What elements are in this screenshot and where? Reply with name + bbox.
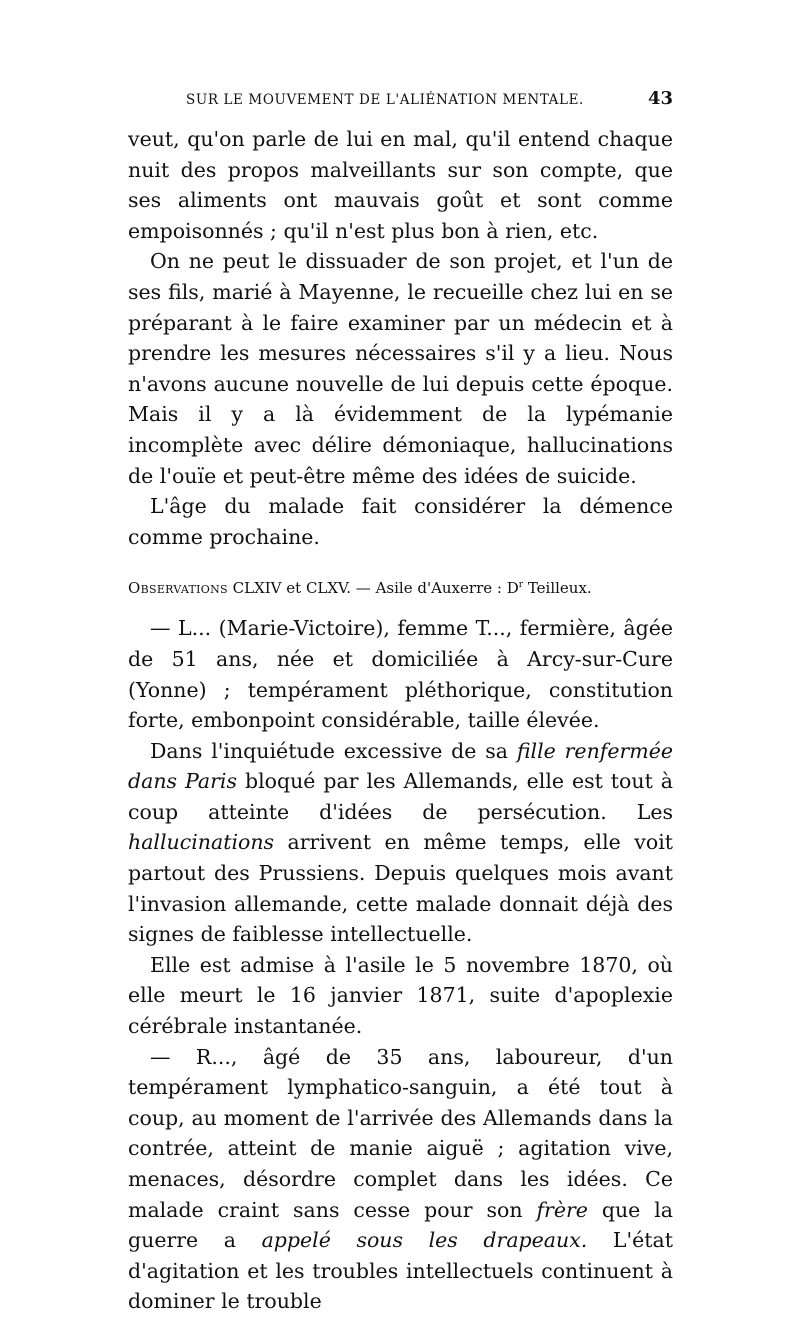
book-page xyxy=(128,88,673,1317)
p5-text-b: bloqué par les Allemands, elle est tout à coup atteinte d'idées de persécution. Les xyxy=(128,769,674,824)
observation-heading-label: Observations xyxy=(128,579,228,598)
paragraph-dissuade: On ne peut le dissuader de son projet, et l'un de ses fils, marié à Mayenne, le recueille chez lui en se préparant à le faire examiner par un médecin et à prendre les mesures nécessaires s'il y a lieu. Nous n'avons aucune nouvelle de lui depuis cette époque. Mais il y a là évidemment de la lypémanie incomplète avec délire démoniaque, hallucinations de l'ouïe et peut-être même des idées de suicide. xyxy=(128,249,673,488)
p5-text-a: Dans l'inquiétude excessive de sa xyxy=(150,738,517,763)
running-title: SUR LE MOUVEMENT DE L'ALIÉNATION MENTALE. xyxy=(186,92,584,108)
paragraph-case-l: — L... (Marie-Victoire), femme T..., fermière, âgée de 51 ans, née et domiciliée à Arcy-sur-Cure (Yonne) ; tempérament pléthorique, constitution forte, embonpoint considérable, taille élevée. xyxy=(128,616,673,733)
paragraph-anxiety xyxy=(128,736,673,950)
p7-emphasis-called: appelé sous les drapeaux. xyxy=(261,1228,588,1253)
paragraph-case-r xyxy=(128,1042,673,1317)
p7-text-a: — R..., âgé de 35 ans, laboureur, d'un tempérament lymphatico-sanguin, a été tout à coup, au moment de l'arrivée des Allemands dans la contrée, atteint de manie aiguë ; agitation vive, menaces, désordre complet dans les idées. Ce malade craint sans cesse pour son xyxy=(128,1044,673,1222)
paragraph-admission: Elle est admise à l'asile le 5 novembre 1870, où elle meurt le 16 janvier 1871, suite d'apoplexie cérébrale instantanée. xyxy=(128,952,673,1039)
running-head xyxy=(128,88,673,120)
paragraph-continued: veut, qu'on parle de lui en mal, qu'il entend chaque nuit des propos malveillants sur son compte, que ses aliments ont mauvais goût et sont comme empoisonnés ; qu'il n'est plus bon à rien, etc. xyxy=(128,127,673,243)
observation-heading-text: CLXIV et CLXV. — Asile d'Auxerre : D xyxy=(232,579,519,598)
observation-heading-tail: Teilleux. xyxy=(523,579,592,598)
p7-text-b: que la guerre a xyxy=(128,1197,673,1253)
page-number: 43 xyxy=(647,88,673,109)
p5-emphasis-hallucinations: hallucinations xyxy=(128,830,275,855)
p5-emphasis-daughter: fille renfermée dans Paris xyxy=(128,738,673,794)
paragraph-dementia: L'âge du malade fait considérer la démence comme prochaine. xyxy=(128,494,673,549)
p7-emphasis-brother: frère xyxy=(536,1197,588,1222)
observation-heading xyxy=(128,574,673,599)
p5-text-c: arrivent en même temps, elle voit partout des Prussiens. Depuis quelques mois avant l'invasion allemande, cette malade donnait déjà des signes de faiblesse intellectuelle. xyxy=(128,830,673,947)
p7-text-c: L'état d'agitation et les troubles intellectuels continuent à dominer le trouble xyxy=(128,1228,673,1314)
observation-heading-sup: r xyxy=(518,580,524,591)
